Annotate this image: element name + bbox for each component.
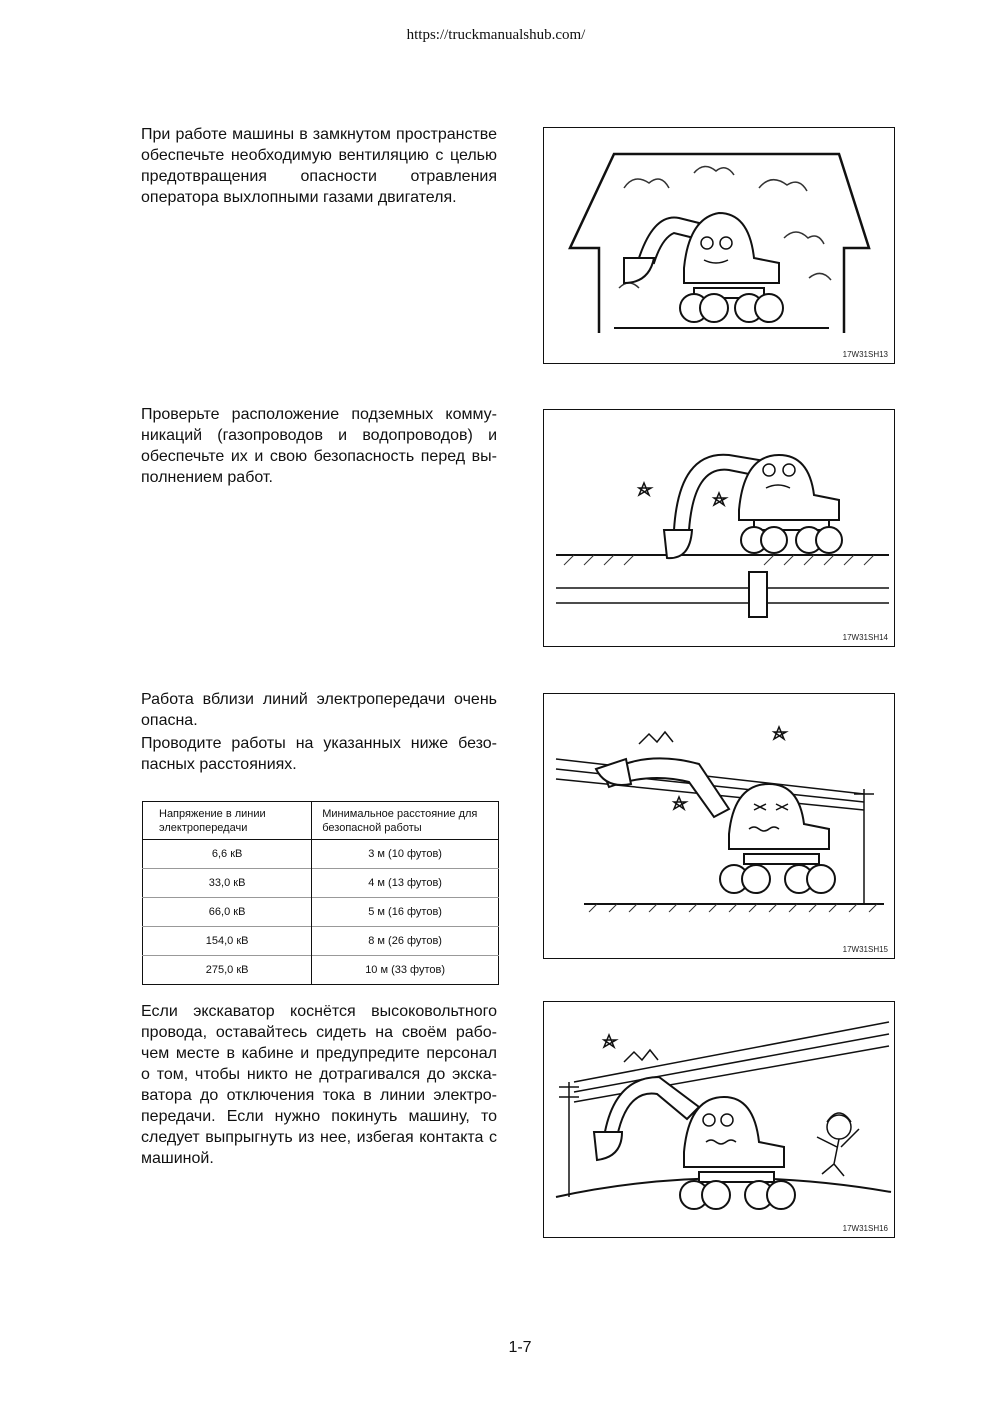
excavator-digging-illustration xyxy=(544,410,894,646)
excavator-in-building-illustration xyxy=(544,128,894,363)
table-row xyxy=(143,956,499,985)
table-header-distance: Минимальное расстояние для безопасной работы xyxy=(312,802,499,840)
distance-cell: 8 м (26 футов) xyxy=(312,927,499,956)
table-row xyxy=(143,869,499,898)
figure-caption: 17W31SH15 xyxy=(842,945,888,954)
voltage-cell: 6,6 кВ xyxy=(211,848,243,860)
contact-warning-text: Если экскаватор коснётся высоковольтного провода, оставайтесь сидеть на своём рабочем месте в кабине и предупредите персонал о том, чтобы никто не дотрагивался до экскаватора до отключения тока в линии электропередачи. Если нужно покинуть машину, то следует выпрыгнуть из нее, избегая контакта с машиной. xyxy=(141,1003,497,1167)
page-number: 1-7 xyxy=(508,1339,532,1356)
voltage-cell: 66,0 кВ xyxy=(143,898,312,927)
powerline-distance-text: Проводите работы на указанных ниже безопасных расстояниях. xyxy=(141,735,497,773)
excavator-near-powerline-illustration xyxy=(544,694,894,958)
distance-cell: 4 м (13 футов) xyxy=(312,869,499,898)
figure-enclosed-space xyxy=(543,127,895,364)
table-row xyxy=(143,898,499,927)
voltage-cell: 154,0 кВ xyxy=(143,927,312,956)
table-row xyxy=(143,840,499,869)
figure-contact-powerline xyxy=(543,1001,895,1238)
voltage-cell: 33,0 кВ xyxy=(143,869,312,898)
figure-caption: 17W31SH13 xyxy=(842,350,888,359)
header-url[interactable]: https://truckmanualshub.com/ xyxy=(406,27,586,43)
distance-cell: 3 м (10 футов) xyxy=(312,840,499,869)
powerline-warning-text: Работа вблизи линий электропередачи очень опасна. xyxy=(141,691,497,729)
distance-cell: 10 м (33 футов) xyxy=(312,956,499,985)
distance-cell: 5 м (16 футов) xyxy=(312,898,499,927)
figure-powerlines xyxy=(543,693,895,959)
table-row xyxy=(143,927,499,956)
excavator-contact-powerline-illustration xyxy=(544,1002,894,1237)
voltage-distance-table xyxy=(142,801,499,985)
figure-caption: 17W31SH14 xyxy=(842,633,888,642)
figure-caption: 17W31SH16 xyxy=(842,1224,888,1233)
figure-underground-utilities xyxy=(543,409,895,647)
utilities-warning-text: Проверьте расположение подземных коммуникаций (газопроводов и водопроводов) и обеспечьте их и свою безопасность перед выполнением работ. xyxy=(141,406,497,486)
table-header-voltage: Напряжение в линии электропередачи xyxy=(143,802,312,840)
voltage-cell: 275,0 кВ xyxy=(143,956,312,985)
ventilation-warning-text: При работе машины в замкнутом пространстве обеспечьте необходимую вентиляцию с целью предотвращения опасности отравления оператора выхлопными газами двигателя. xyxy=(141,126,497,206)
